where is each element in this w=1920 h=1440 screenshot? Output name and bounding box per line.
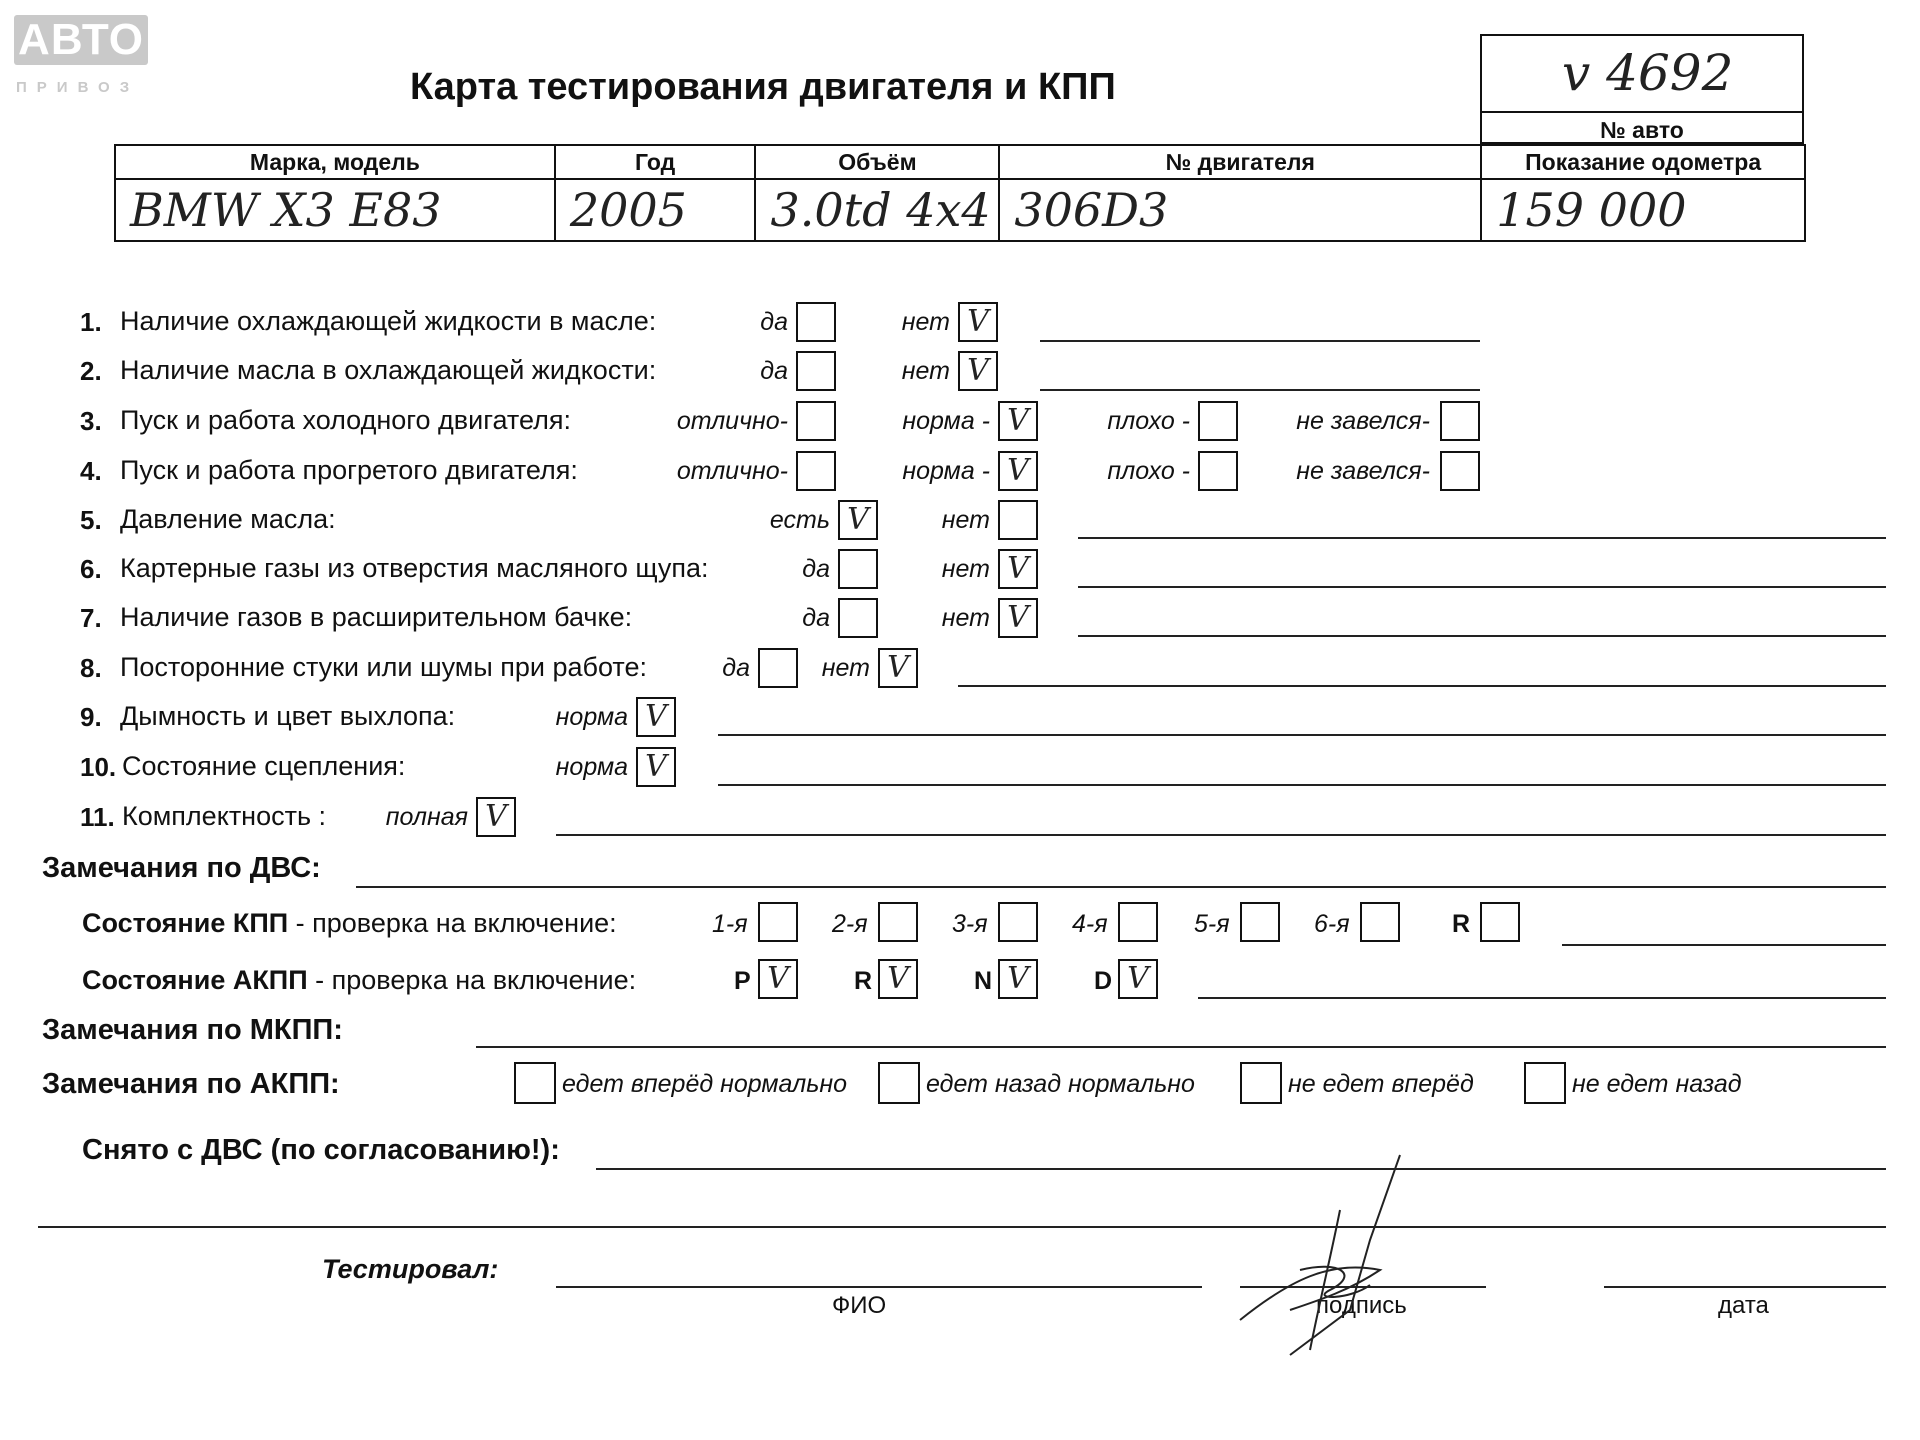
- checkbox[interactable]: [1440, 451, 1480, 491]
- col-odometer: Показание одометра: [1481, 145, 1805, 179]
- checkbox[interactable]: [1198, 401, 1238, 441]
- option-label: да: [760, 357, 788, 385]
- date-caption: дата: [1718, 1292, 1769, 1319]
- option-label: нет: [941, 555, 990, 583]
- note-line: [1198, 997, 1886, 999]
- option-label: едет назад нормально: [926, 1070, 1195, 1098]
- note-line: [958, 685, 1886, 687]
- logo-main-text: АВТО: [14, 15, 148, 65]
- option-label: да: [802, 555, 830, 583]
- item-number: 1.: [80, 307, 102, 337]
- gear-checkbox[interactable]: [1480, 902, 1520, 942]
- akpp-gear-checkbox[interactable]: V: [758, 959, 798, 999]
- gear-label: 4-я: [1072, 910, 1108, 938]
- gear-label: 3-я: [952, 910, 988, 938]
- logo: [14, 15, 148, 96]
- gear-checkbox[interactable]: [758, 902, 798, 942]
- item-number: 11.: [80, 802, 115, 832]
- signature-caption: подпись: [1316, 1292, 1407, 1319]
- value-model: BMW X3 E83: [115, 179, 555, 241]
- value-year: 2005: [555, 179, 756, 241]
- gear-label: 1-я: [712, 910, 748, 938]
- item-number: 6.: [80, 554, 102, 584]
- checkbox[interactable]: V: [958, 351, 998, 391]
- note-line: [1040, 389, 1480, 391]
- gear-label: 6-я: [1314, 910, 1350, 938]
- note-line: [476, 1046, 1886, 1048]
- option-label: норма -: [902, 407, 990, 435]
- divider: [38, 1226, 1886, 1228]
- gear-checkbox[interactable]: [1240, 902, 1280, 942]
- item-number: 5.: [80, 505, 102, 535]
- item-text: Наличие газов в расширительном бачке:: [120, 602, 633, 632]
- checkbox[interactable]: [1198, 451, 1238, 491]
- checkbox[interactable]: V: [998, 401, 1038, 441]
- col-model: Марка, модель: [115, 145, 555, 179]
- option-label: отлично-: [676, 457, 788, 485]
- note-line: [356, 886, 1886, 888]
- note-line: [718, 734, 1886, 736]
- checkbox[interactable]: [838, 598, 878, 638]
- checkbox[interactable]: [998, 500, 1038, 540]
- remarks-dvs-label: Замечания по ДВС:: [42, 852, 321, 884]
- checkbox[interactable]: [1524, 1062, 1566, 1104]
- tested-label: Тестировал:: [322, 1254, 499, 1284]
- option-label: да: [802, 604, 830, 632]
- akpp-gear-label: N: [974, 967, 993, 995]
- item-text: Картерные газы из отверстия масляного щупа:: [120, 553, 709, 583]
- option-label: отлично-: [676, 407, 788, 435]
- option-label: норма: [555, 703, 628, 731]
- item-number: 9.: [80, 702, 102, 732]
- date-line: [1604, 1286, 1886, 1288]
- gear-checkbox[interactable]: [998, 902, 1038, 942]
- note-line: [556, 834, 1886, 836]
- option-label: плохо -: [1107, 457, 1190, 485]
- checkbox[interactable]: V: [636, 747, 676, 787]
- checkbox[interactable]: [1240, 1062, 1282, 1104]
- checkbox[interactable]: V: [998, 451, 1038, 491]
- item-text: Комплектность :: [122, 801, 327, 831]
- note-line: [718, 784, 1886, 786]
- item-text: Давление масла:: [120, 504, 336, 534]
- option-label: не завелся-: [1296, 407, 1430, 435]
- auto-number-label: № авто: [1482, 111, 1802, 147]
- kpp-label-rest: - проверка на включение:: [288, 908, 617, 938]
- checkbox[interactable]: [796, 351, 836, 391]
- akpp-label-bold: Состояние АКПП: [82, 965, 308, 995]
- item-text: Наличие масла в охлаждающей жидкости:: [120, 355, 657, 385]
- akpp-gear-label: R: [854, 967, 873, 995]
- option-label: да: [760, 308, 788, 336]
- akpp-gear-checkbox[interactable]: V: [998, 959, 1038, 999]
- option-label: есть: [769, 506, 830, 534]
- option-label: едет вперёд нормально: [562, 1070, 848, 1098]
- checkbox[interactable]: [838, 549, 878, 589]
- checkbox[interactable]: V: [958, 302, 998, 342]
- col-volume: Объём: [755, 145, 999, 179]
- item-text: Наличие охлаждающей жидкости в масле:: [120, 306, 657, 336]
- akpp-label-rest: - проверка на включение:: [307, 965, 637, 995]
- item-text: Состояние сцепления:: [122, 751, 406, 781]
- item-number: 10.: [80, 752, 117, 782]
- checkbox[interactable]: [796, 451, 836, 491]
- removed-label: Снято с ДВС (по согласованию!):: [82, 1134, 560, 1166]
- option-label: не едет вперёд: [1288, 1070, 1474, 1098]
- option-label: плохо -: [1107, 407, 1190, 435]
- checkbox[interactable]: V: [476, 797, 516, 837]
- option-label: не едет назад: [1572, 1070, 1742, 1098]
- option-label: не завелся-: [1296, 457, 1430, 485]
- option-label: нет: [821, 654, 870, 682]
- option-label: нет: [941, 506, 990, 534]
- item-number: 2.: [80, 356, 102, 386]
- item-text: Пуск и работа холодного двигателя:: [120, 405, 571, 435]
- option-label: нет: [941, 604, 990, 632]
- fio-caption: ФИО: [832, 1292, 887, 1319]
- checkbox[interactable]: [1440, 401, 1480, 441]
- gear-checkbox[interactable]: [1118, 902, 1158, 942]
- gear-label: R: [1452, 910, 1471, 938]
- value-odometer: 159 000: [1481, 179, 1805, 241]
- checkbox[interactable]: V: [636, 697, 676, 737]
- checkbox[interactable]: [878, 1062, 920, 1104]
- item-text: Дымность и цвет выхлопа:: [120, 701, 456, 731]
- option-label: да: [722, 654, 750, 682]
- item-number: 7.: [80, 603, 102, 633]
- col-year: Год: [555, 145, 756, 179]
- item-text: Посторонние стуки или шумы при работе:: [120, 652, 647, 682]
- remarks-akpp-label: Замечания по АКПП:: [42, 1068, 340, 1100]
- checkbox[interactable]: V: [998, 549, 1038, 589]
- checkbox[interactable]: V: [838, 500, 878, 540]
- item-number: 3.: [80, 406, 102, 436]
- checkbox[interactable]: [514, 1062, 556, 1104]
- gear-label: 5-я: [1194, 910, 1230, 938]
- auto-number-value: v 4692: [1562, 44, 1734, 102]
- checkbox[interactable]: V: [998, 598, 1038, 638]
- page-title: Карта тестирования двигателя и КПП: [410, 66, 1116, 108]
- akpp-gear-label: D: [1094, 967, 1113, 995]
- kpp-label: [82, 908, 617, 939]
- note-line: [1078, 586, 1886, 588]
- option-label: полная: [385, 803, 468, 831]
- note-line: [1078, 635, 1886, 637]
- gear-checkbox[interactable]: [1360, 902, 1400, 942]
- gear-checkbox[interactable]: [878, 902, 918, 942]
- note-line: [1562, 944, 1886, 946]
- option-label: норма -: [902, 457, 990, 485]
- auto-number-box: [1480, 34, 1804, 144]
- checkbox[interactable]: [796, 401, 836, 441]
- akpp-gear-checkbox[interactable]: V: [1118, 959, 1158, 999]
- item-number: 4.: [80, 456, 102, 486]
- akpp-label: [82, 965, 636, 996]
- item-number: 8.: [80, 653, 102, 683]
- checkbox[interactable]: V: [878, 648, 918, 688]
- gear-label: 2-я: [832, 910, 868, 938]
- col-engine-no: № двигателя: [999, 145, 1481, 179]
- item-text: Пуск и работа прогретого двигателя:: [120, 455, 578, 485]
- option-label: норма: [555, 753, 628, 781]
- akpp-gear-label: P: [734, 967, 751, 995]
- handwritten-signature: [1230, 1150, 1410, 1360]
- note-line: [1040, 340, 1480, 342]
- checkbox[interactable]: [796, 302, 836, 342]
- akpp-gear-checkbox[interactable]: V: [878, 959, 918, 999]
- value-engine-no: 306D3: [999, 179, 1481, 241]
- note-line: [1078, 537, 1886, 539]
- option-label: нет: [901, 308, 950, 336]
- option-label: нет: [901, 357, 950, 385]
- fio-line: [556, 1286, 1202, 1288]
- kpp-label-bold: Состояние КПП: [82, 908, 289, 938]
- logo-sub-text: ПРИВОЗ: [16, 79, 140, 96]
- value-volume: 3.0td 4x4: [755, 179, 999, 241]
- vehicle-header-table: [114, 144, 1806, 242]
- remarks-mkpp-label: Замечания по МКПП:: [42, 1014, 343, 1046]
